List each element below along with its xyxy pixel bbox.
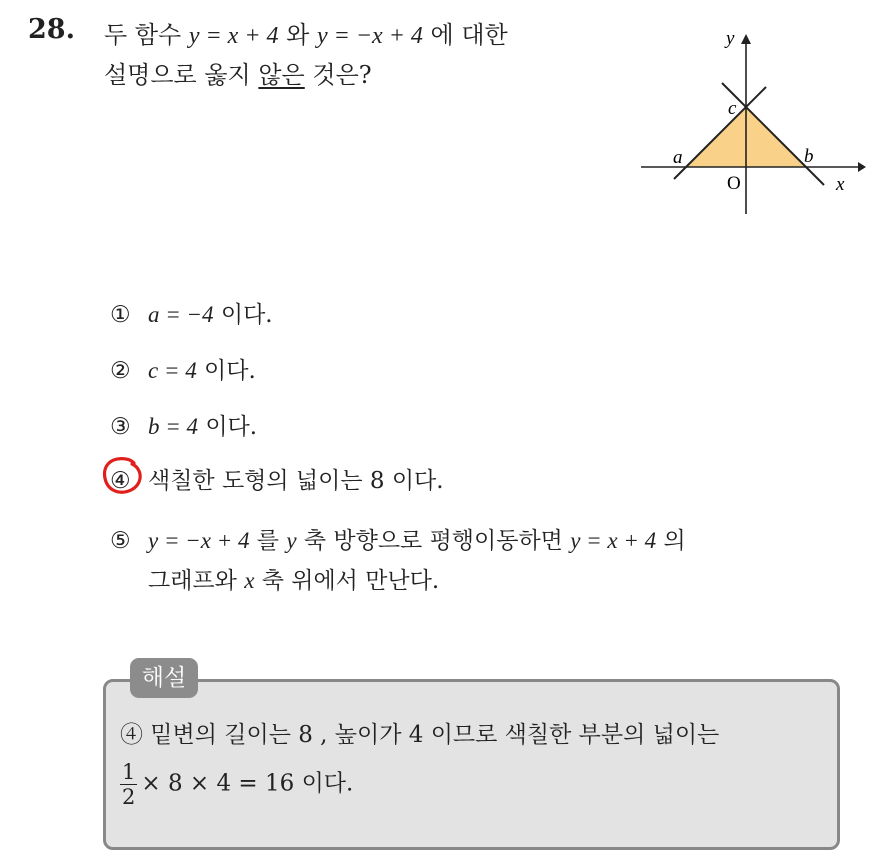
option-5[interactable]	[110, 522, 686, 555]
y-axis-arrow	[741, 34, 751, 44]
option-5-line2-prefix: 그래프와	[148, 568, 237, 594]
question-line2-suffix: 것은?	[312, 61, 372, 89]
option-1-number: ①	[110, 302, 131, 328]
option-1[interactable]	[110, 296, 273, 329]
option-5-line2-suffix: 축 위에서 만난다.	[261, 568, 440, 594]
option-4-text: 색칠한 도형의 넓이는 8 이다.	[148, 468, 444, 494]
fraction-numerator: 1	[122, 760, 136, 784]
solution-fraction	[120, 760, 137, 809]
option-5-expression-2: y = x + 4	[570, 528, 657, 553]
solution-line-1: ④ 밑변의 길이는 8 , 높이가 4 이므로 색칠한 부분의 넓이는	[120, 722, 720, 748]
option-2-number: ②	[110, 358, 131, 384]
option-5-line-2	[148, 562, 439, 595]
option-5-number: ⑤	[110, 528, 131, 554]
option-2-text: 이다.	[204, 358, 256, 384]
option-5-text-2: 축 방향으로 평행이동하면	[303, 528, 563, 554]
answer-circle-mark	[101, 455, 143, 495]
option-2[interactable]	[110, 352, 256, 385]
solution-expression: × 8 × 4 = 16 이다.	[141, 770, 354, 797]
option-5-text-3: 의	[663, 528, 686, 554]
solution-line-2	[120, 760, 353, 809]
equation-1: y = x + 4	[188, 23, 279, 49]
x-axis-label: x	[836, 174, 845, 195]
question-suffix: 에 대한	[430, 21, 508, 49]
question-conjunction: 와	[286, 21, 310, 49]
solution-tab: 해설	[130, 658, 198, 698]
point-a-label: a	[673, 147, 683, 168]
option-3[interactable]	[110, 408, 257, 441]
point-b-label: b	[804, 146, 814, 167]
function-graph	[636, 22, 866, 222]
question-line-1	[104, 15, 508, 50]
question-prefix: 두 함수	[104, 21, 182, 49]
option-1-expression: a = −4	[148, 302, 214, 327]
question-line2-prefix: 설명으로 옳지	[104, 61, 251, 89]
option-2-expression: c = 4	[148, 358, 197, 383]
option-1-text: 이다.	[220, 302, 273, 328]
y-axis-label: y	[726, 28, 735, 49]
option-5-text-1: 를	[256, 528, 280, 554]
x-axis-arrow	[858, 162, 866, 172]
option-4-number: ④	[110, 468, 131, 494]
option-5-variable: y	[286, 528, 297, 553]
question-underlined-word: 않은	[258, 61, 305, 89]
equation-2: y = −x + 4	[317, 23, 423, 49]
point-c-label: c	[728, 98, 737, 119]
option-3-text: 이다.	[205, 414, 258, 440]
question-number: 28.	[28, 14, 75, 45]
origin-label: O	[727, 173, 741, 194]
option-4[interactable]	[110, 462, 444, 495]
option-5-line2-variable: x	[244, 568, 255, 593]
question-line-2	[104, 55, 372, 90]
option-5-expression-1: y = −x + 4	[148, 528, 250, 553]
option-3-expression: b = 4	[148, 414, 199, 439]
option-3-number: ③	[110, 414, 131, 440]
fraction-denominator: 2	[122, 785, 136, 809]
